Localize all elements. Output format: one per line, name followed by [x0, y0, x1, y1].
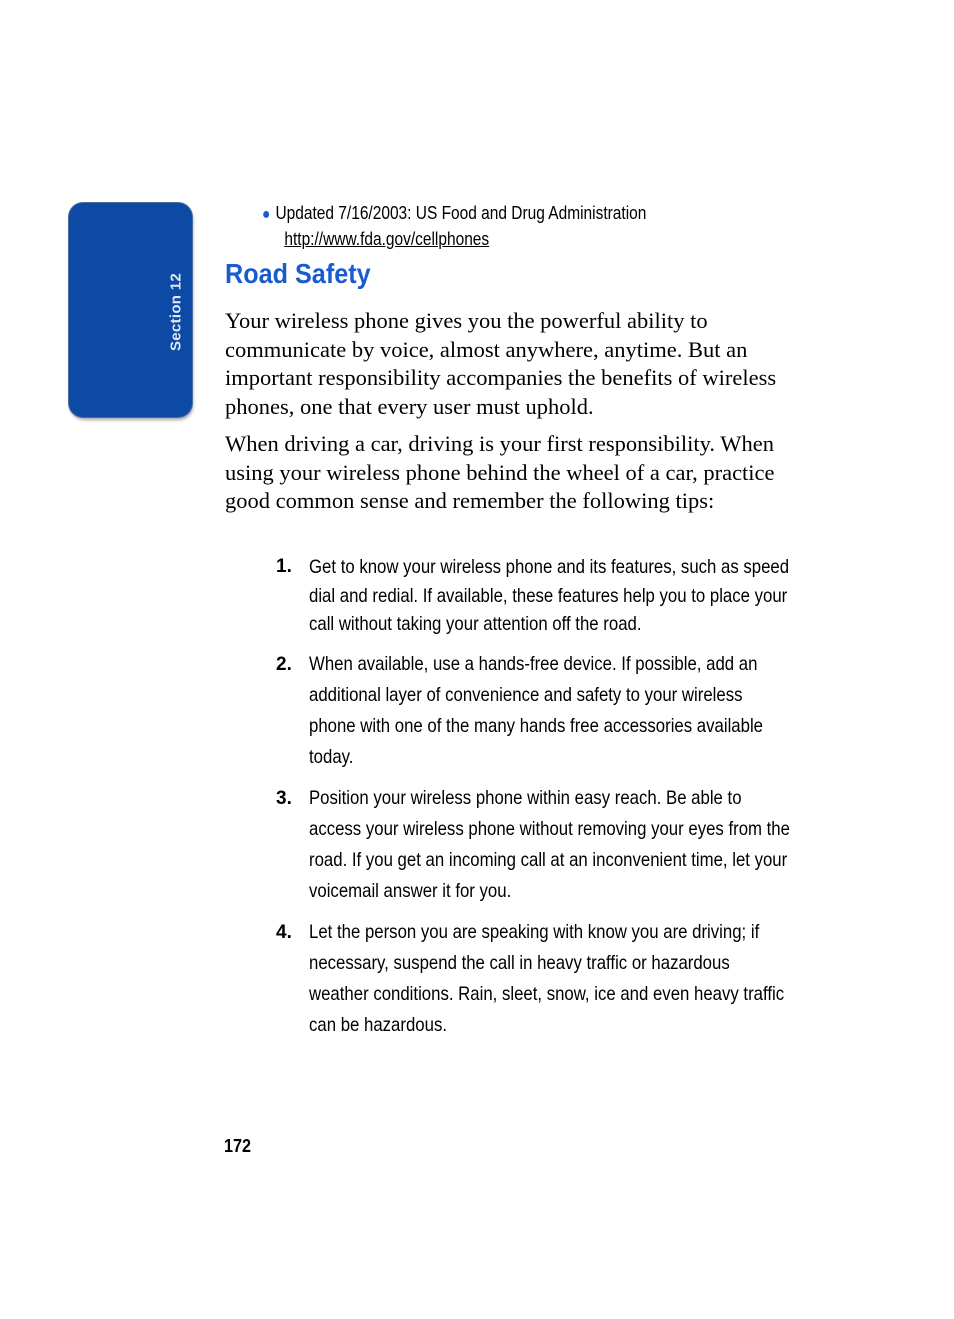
source-url-link[interactable]: http://www.fda.gov/cellphones	[284, 229, 490, 249]
section-heading: Road Safety	[225, 258, 371, 289]
tip-number: 1.	[276, 556, 292, 577]
tip-item	[276, 783, 806, 907]
tip-text: When available, use a hands-free device. If possible, add an additional layer of convenience and safety to your wireless phone with one of the many hands free accessories available today.	[309, 652, 764, 768]
tip-text: Position your wireless phone within easy reach. Be able to access your wireless phone without removing your eyes from the road. If you get an incoming call at an inconvenient time, let your voicemail answer it for you.	[309, 786, 790, 902]
tip-item	[276, 917, 806, 1041]
driving-paragraph: When driving a car, driving is your first responsibility. When using your wireless phone behind the wheel of a car, practice good common sense and remember the following tips:	[225, 431, 775, 513]
tip-number: 2.	[276, 653, 292, 675]
tips-list	[276, 553, 806, 1051]
tip-item	[276, 553, 806, 639]
tip-number: 4.	[276, 921, 292, 943]
bullet-dot-icon: ●	[262, 206, 271, 223]
section-tab-label: Section 12	[167, 272, 185, 352]
tip-text: Let the person you are speaking with know you are driving; if necessary, suspend the call in heavy traffic or hazardous weather conditions. Rain, sleet, snow, ice and even heavy traffic can be hazardous.	[309, 920, 785, 1036]
source-note	[262, 201, 646, 251]
tip-text: Get to know your wireless phone and its features, such as speed dial and redial. If available, these features help you to place your call without taking your attention off the road.	[309, 556, 790, 635]
tip-item	[276, 649, 806, 773]
page-number: 172	[224, 1136, 252, 1156]
intro-paragraph: Your wireless phone gives you the powerful ability to communicate by voice, almost anywhere, anytime. But an important responsibility accompanies the benefits of wireless phones, one that every user must uphold.	[225, 308, 777, 419]
tip-number: 3.	[276, 787, 292, 809]
source-note-text: Updated 7/16/2003: US Food and Drug Administration	[275, 203, 647, 223]
